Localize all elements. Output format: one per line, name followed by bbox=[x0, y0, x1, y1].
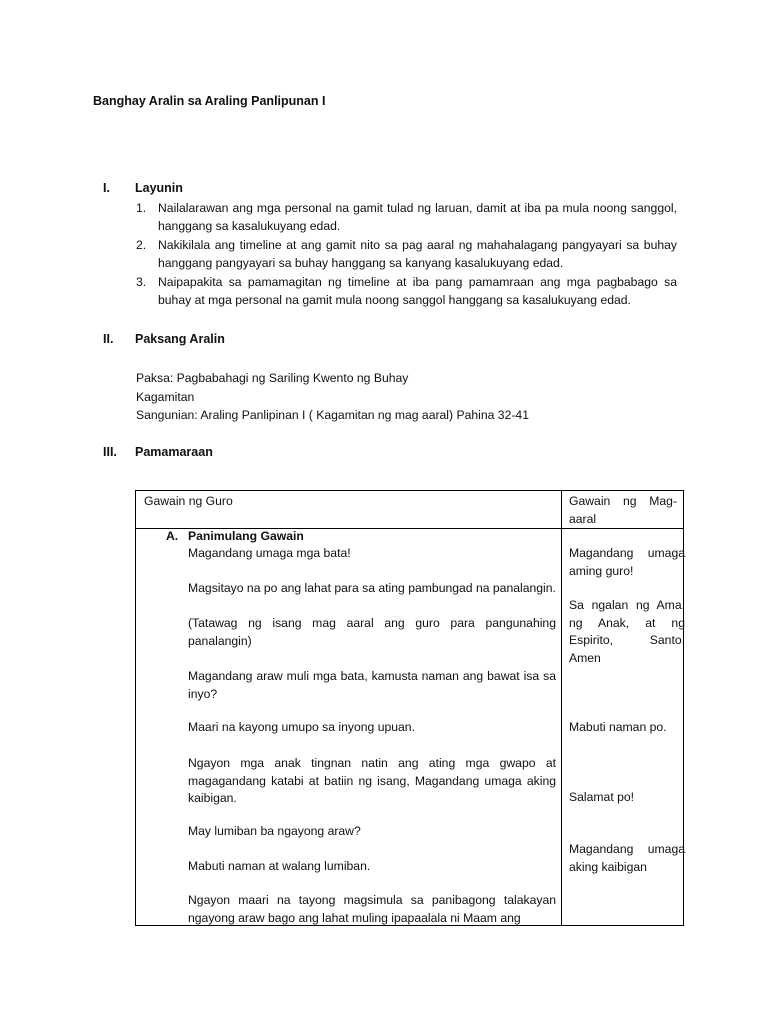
section-heading-layunin bbox=[103, 181, 183, 195]
section-title: Pamamaraan bbox=[135, 445, 213, 459]
objective-item: 3. Naipapakita sa pamamagitan ng timeline at iba pang pamamraan ang mga pagbabago sa buhay at mga personal na gamit mula noong sanggol hanggang sa kasalukuyang edad. bbox=[136, 274, 677, 308]
paksa-line: Paksa: Pagbabahagi ng Sariling Kwento ng Buhay bbox=[136, 371, 409, 385]
magaaral-line: Magandang umaga aming guro! bbox=[569, 546, 685, 578]
guro-line: Ngayon mga anak tingnan natin ang ating mga gwapo at magagandang katabi at batiin ng isang, Magandang umaga aking kaibigan. bbox=[188, 756, 556, 806]
table-header-magaaral: Gawain ng Mag-aaral bbox=[569, 494, 677, 526]
sanggunian-line: Sangunian: Araling Panlipinan I ( Kagamitan ng mag aaral) Pahina 32-41 bbox=[136, 408, 529, 422]
objective-item: 1. Nailalarawan ang mga personal na gamit tulad ng laruan, damit at iba pa mula noong sanggol, hanggang sa kasalukuyang edad. bbox=[136, 201, 677, 234]
section-title: Paksang Aralin bbox=[135, 332, 225, 346]
section-number: III. bbox=[103, 445, 117, 459]
objective-item: 2. Nakikilala ang timeline at ang gamit nito sa pag aaral ng mahahalagang pangyayari sa buhay hanggang pangyayari sa buhay hanggang sa kanyang kasalukuyang edad. bbox=[136, 237, 677, 271]
section-heading-pamamaraan bbox=[103, 445, 213, 459]
table-column-divider bbox=[561, 491, 562, 925]
document-title: Banghay Aralin sa Araling Panlipunan I bbox=[93, 94, 326, 108]
magaaral-line: Magandang umaga aking kaibigan bbox=[569, 842, 685, 874]
guro-line: Maari na kayong umupo sa inyong upuan. bbox=[188, 720, 415, 734]
magaaral-line: Sa ngalan ng Ama, ng Anak, at ng Espirito, Santo. Amen bbox=[569, 598, 685, 665]
guro-line: (Tatawag ng isang mag aaral ang guro para pangunahing panalangin) bbox=[188, 616, 556, 648]
guro-line: Magsitayo na po ang lahat para sa ating pambungad na panalangin. bbox=[188, 581, 556, 595]
guro-line: May lumiban ba ngayong araw? bbox=[188, 824, 361, 838]
table-header-guro: Gawain ng Guro bbox=[144, 494, 233, 508]
guro-line: Magandang umaga mga bata! bbox=[188, 546, 351, 560]
activity-table bbox=[135, 490, 684, 926]
section-heading-paksang-aralin bbox=[103, 332, 225, 346]
magaaral-line: Mabuti naman po. bbox=[569, 720, 667, 734]
kagamitan-line: Kagamitan bbox=[136, 390, 195, 404]
guro-line: Magandang araw muli mga bata, kamusta naman ang bawat isa sa inyo? bbox=[188, 669, 556, 701]
guro-line: Mabuti naman at walang lumiban. bbox=[188, 859, 371, 873]
subsection-heading: A. Panimulang Gawain bbox=[166, 529, 304, 543]
objectives-list bbox=[136, 199, 677, 309]
magaaral-line: Salamat po! bbox=[569, 790, 635, 804]
section-title: Layunin bbox=[135, 181, 183, 195]
guro-line: Ngayon maari na tayong magsimula sa panibagong talakayan ngayong araw bago ang lahat muling ipapaalala ni Maam ang bbox=[188, 893, 556, 925]
section-number: II. bbox=[103, 332, 114, 346]
section-number: I. bbox=[103, 181, 110, 195]
